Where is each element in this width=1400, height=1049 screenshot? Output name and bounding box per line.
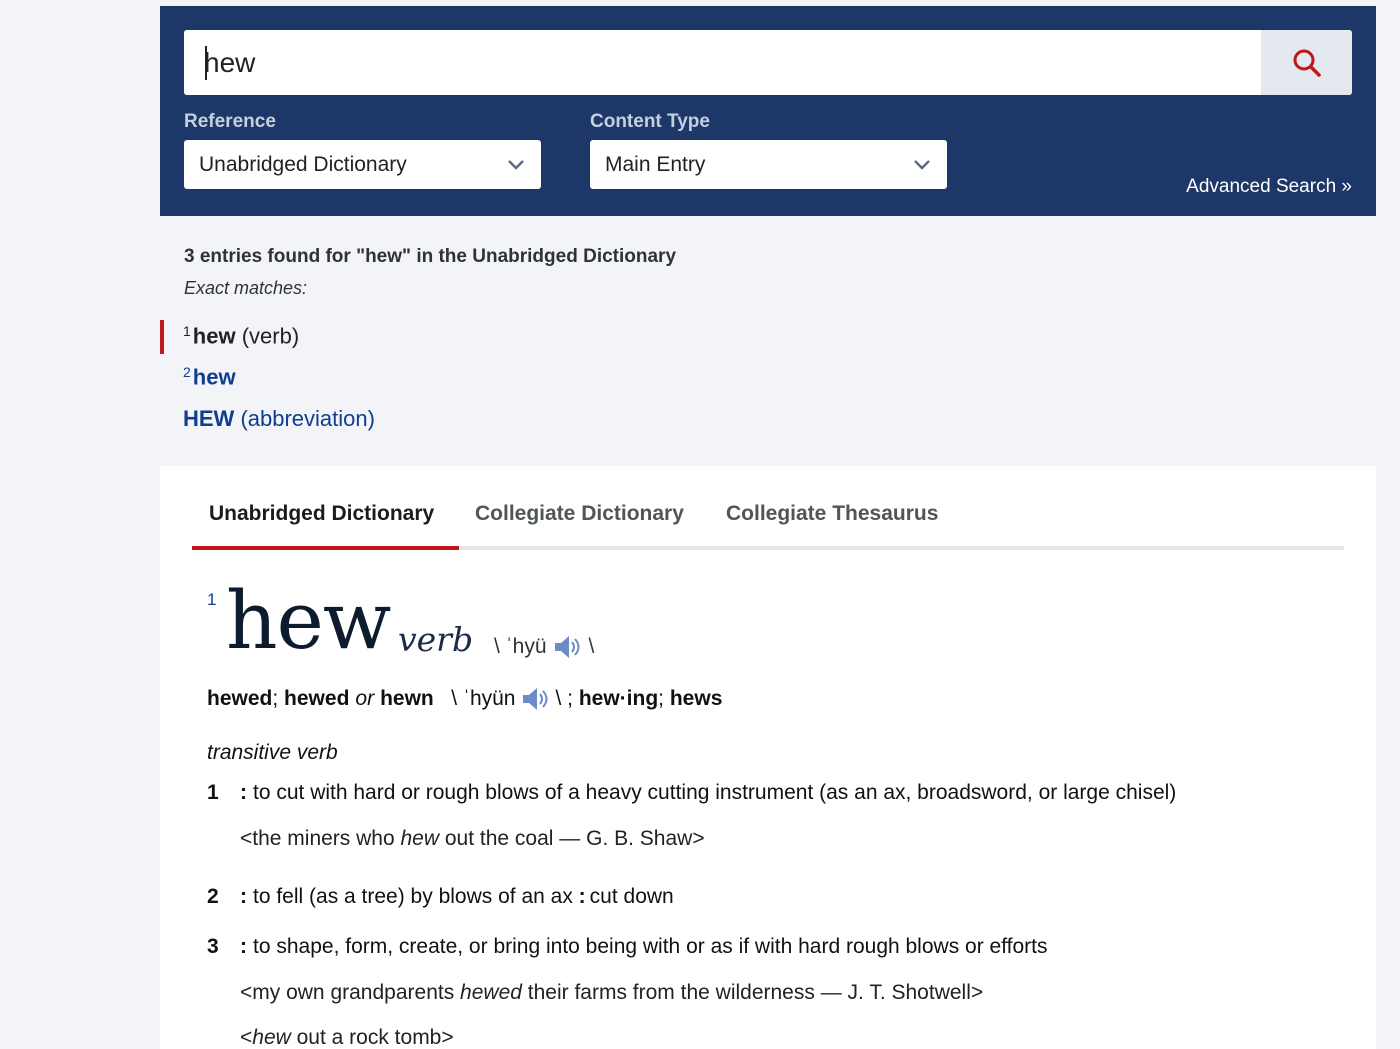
sense-number: 2 <box>207 885 219 908</box>
definition-text: to shape, form, create, or bring into being with or as if with hard rough blows or efforts <box>253 935 1048 958</box>
verbal-illustration <box>240 981 983 1005</box>
vi-italic: hewed <box>460 981 522 1004</box>
vi-text: out the coal — G. B. Shaw> <box>439 827 705 850</box>
sense-1 <box>207 781 1176 805</box>
search-icon <box>1292 48 1322 78</box>
results-summary: 3 entries found for "hew" in the Unabridged Dictionary <box>184 246 677 267</box>
vi-italic: hew <box>252 1026 291 1049</box>
part-of-speech: verb <box>398 620 474 659</box>
sense-number: 3 <box>207 935 219 958</box>
content-type-select-value: Main Entry <box>605 152 706 176</box>
speaker-icon[interactable] <box>553 634 583 660</box>
verbal-illustration <box>240 827 705 851</box>
vi-text: < <box>240 1026 253 1049</box>
dictionary-tabs <box>192 502 1344 550</box>
reference-select-value: Unabridged Dictionary <box>199 152 407 176</box>
definition-text: to cut with hard or rough blows of a heavy cutting instrument (as an ax, broadsword, or large chisel) <box>253 781 1177 804</box>
pronunciation-close: \ <box>588 635 595 658</box>
search-input[interactable] <box>184 30 1261 95</box>
inflection-separator: ; <box>658 687 665 710</box>
search-box <box>184 30 1352 95</box>
pronunciation <box>494 634 594 660</box>
sense-3 <box>207 935 1048 959</box>
selected-result-marker <box>160 320 164 354</box>
result-word: hew <box>192 364 236 390</box>
tab-collegiate-thesaurus[interactable]: Collegiate Thesaurus <box>726 502 939 525</box>
function-label: transitive verb <box>207 741 338 764</box>
inflection-or: or <box>355 687 375 710</box>
verbal-illustration <box>240 1026 454 1049</box>
chevron-down-icon <box>912 155 932 175</box>
vi-text: their farms from the wilderness — J. T. Shotwell> <box>521 981 984 1004</box>
inflection-pronunciation: \ ˈhyün <box>451 687 516 710</box>
vi-text: <the miners who <box>240 827 401 850</box>
inflections <box>207 686 722 712</box>
sense-2 <box>207 885 674 909</box>
content-type-select[interactable] <box>590 140 947 189</box>
reference-select[interactable] <box>184 140 541 189</box>
sense-colon: : <box>240 781 247 804</box>
result-word: HEW <box>183 406 235 431</box>
chevron-down-icon <box>506 155 526 175</box>
homograph-number: 1 <box>183 323 191 339</box>
pronunciation-text: \ ˈhyü <box>494 635 547 658</box>
sense-number: 1 <box>207 781 219 804</box>
search-panel <box>160 6 1376 216</box>
inflection-form: hew·ing <box>578 687 659 710</box>
content-type-label: Content Type <box>590 111 710 132</box>
result-word: hew <box>192 323 236 349</box>
inflection-separator: ; <box>272 687 279 710</box>
exact-matches-label: Exact matches: <box>184 278 308 298</box>
vi-text: out a rock tomb> <box>290 1026 454 1049</box>
tab-unabridged-dictionary[interactable]: Unabridged Dictionary <box>209 502 435 525</box>
homograph-number: 2 <box>183 364 191 380</box>
speaker-icon[interactable] <box>521 686 551 712</box>
definition-text: cut down <box>589 885 674 908</box>
result-link-hew-abbreviation[interactable] <box>183 406 375 432</box>
inflection-form: hewed <box>207 687 273 710</box>
result-pos: (verb) <box>241 323 300 349</box>
sense-colon: : <box>578 885 586 908</box>
result-link-hew-verb[interactable] <box>183 323 299 350</box>
inflection-form: hews <box>669 687 723 710</box>
vi-italic: hew <box>400 827 440 850</box>
result-pos: (abbreviation) <box>240 406 375 431</box>
inflection-form: hewn <box>380 687 434 710</box>
headword: hew <box>226 574 391 667</box>
inflection-pronunciation-close: \ ; <box>555 687 573 710</box>
text-caret <box>205 46 207 80</box>
sense-colon: : <box>240 935 247 958</box>
reference-label: Reference <box>184 111 276 132</box>
tab-collegiate-dictionary[interactable]: Collegiate Dictionary <box>475 502 684 525</box>
advanced-search-link[interactable]: Advanced Search » <box>1186 176 1352 197</box>
entry-card <box>160 466 1376 1049</box>
vi-text: <my own grandparents <box>240 981 461 1004</box>
inflection-form: hewed <box>284 687 350 710</box>
sense-colon: : <box>240 885 247 908</box>
result-link-hew-2[interactable] <box>183 364 236 391</box>
active-tab-underline <box>192 546 459 550</box>
search-button[interactable] <box>1261 30 1352 95</box>
homograph-number: 1 <box>207 590 217 609</box>
results-header <box>184 246 676 299</box>
definition-text: to fell (as a tree) by blows of an ax <box>253 885 573 908</box>
